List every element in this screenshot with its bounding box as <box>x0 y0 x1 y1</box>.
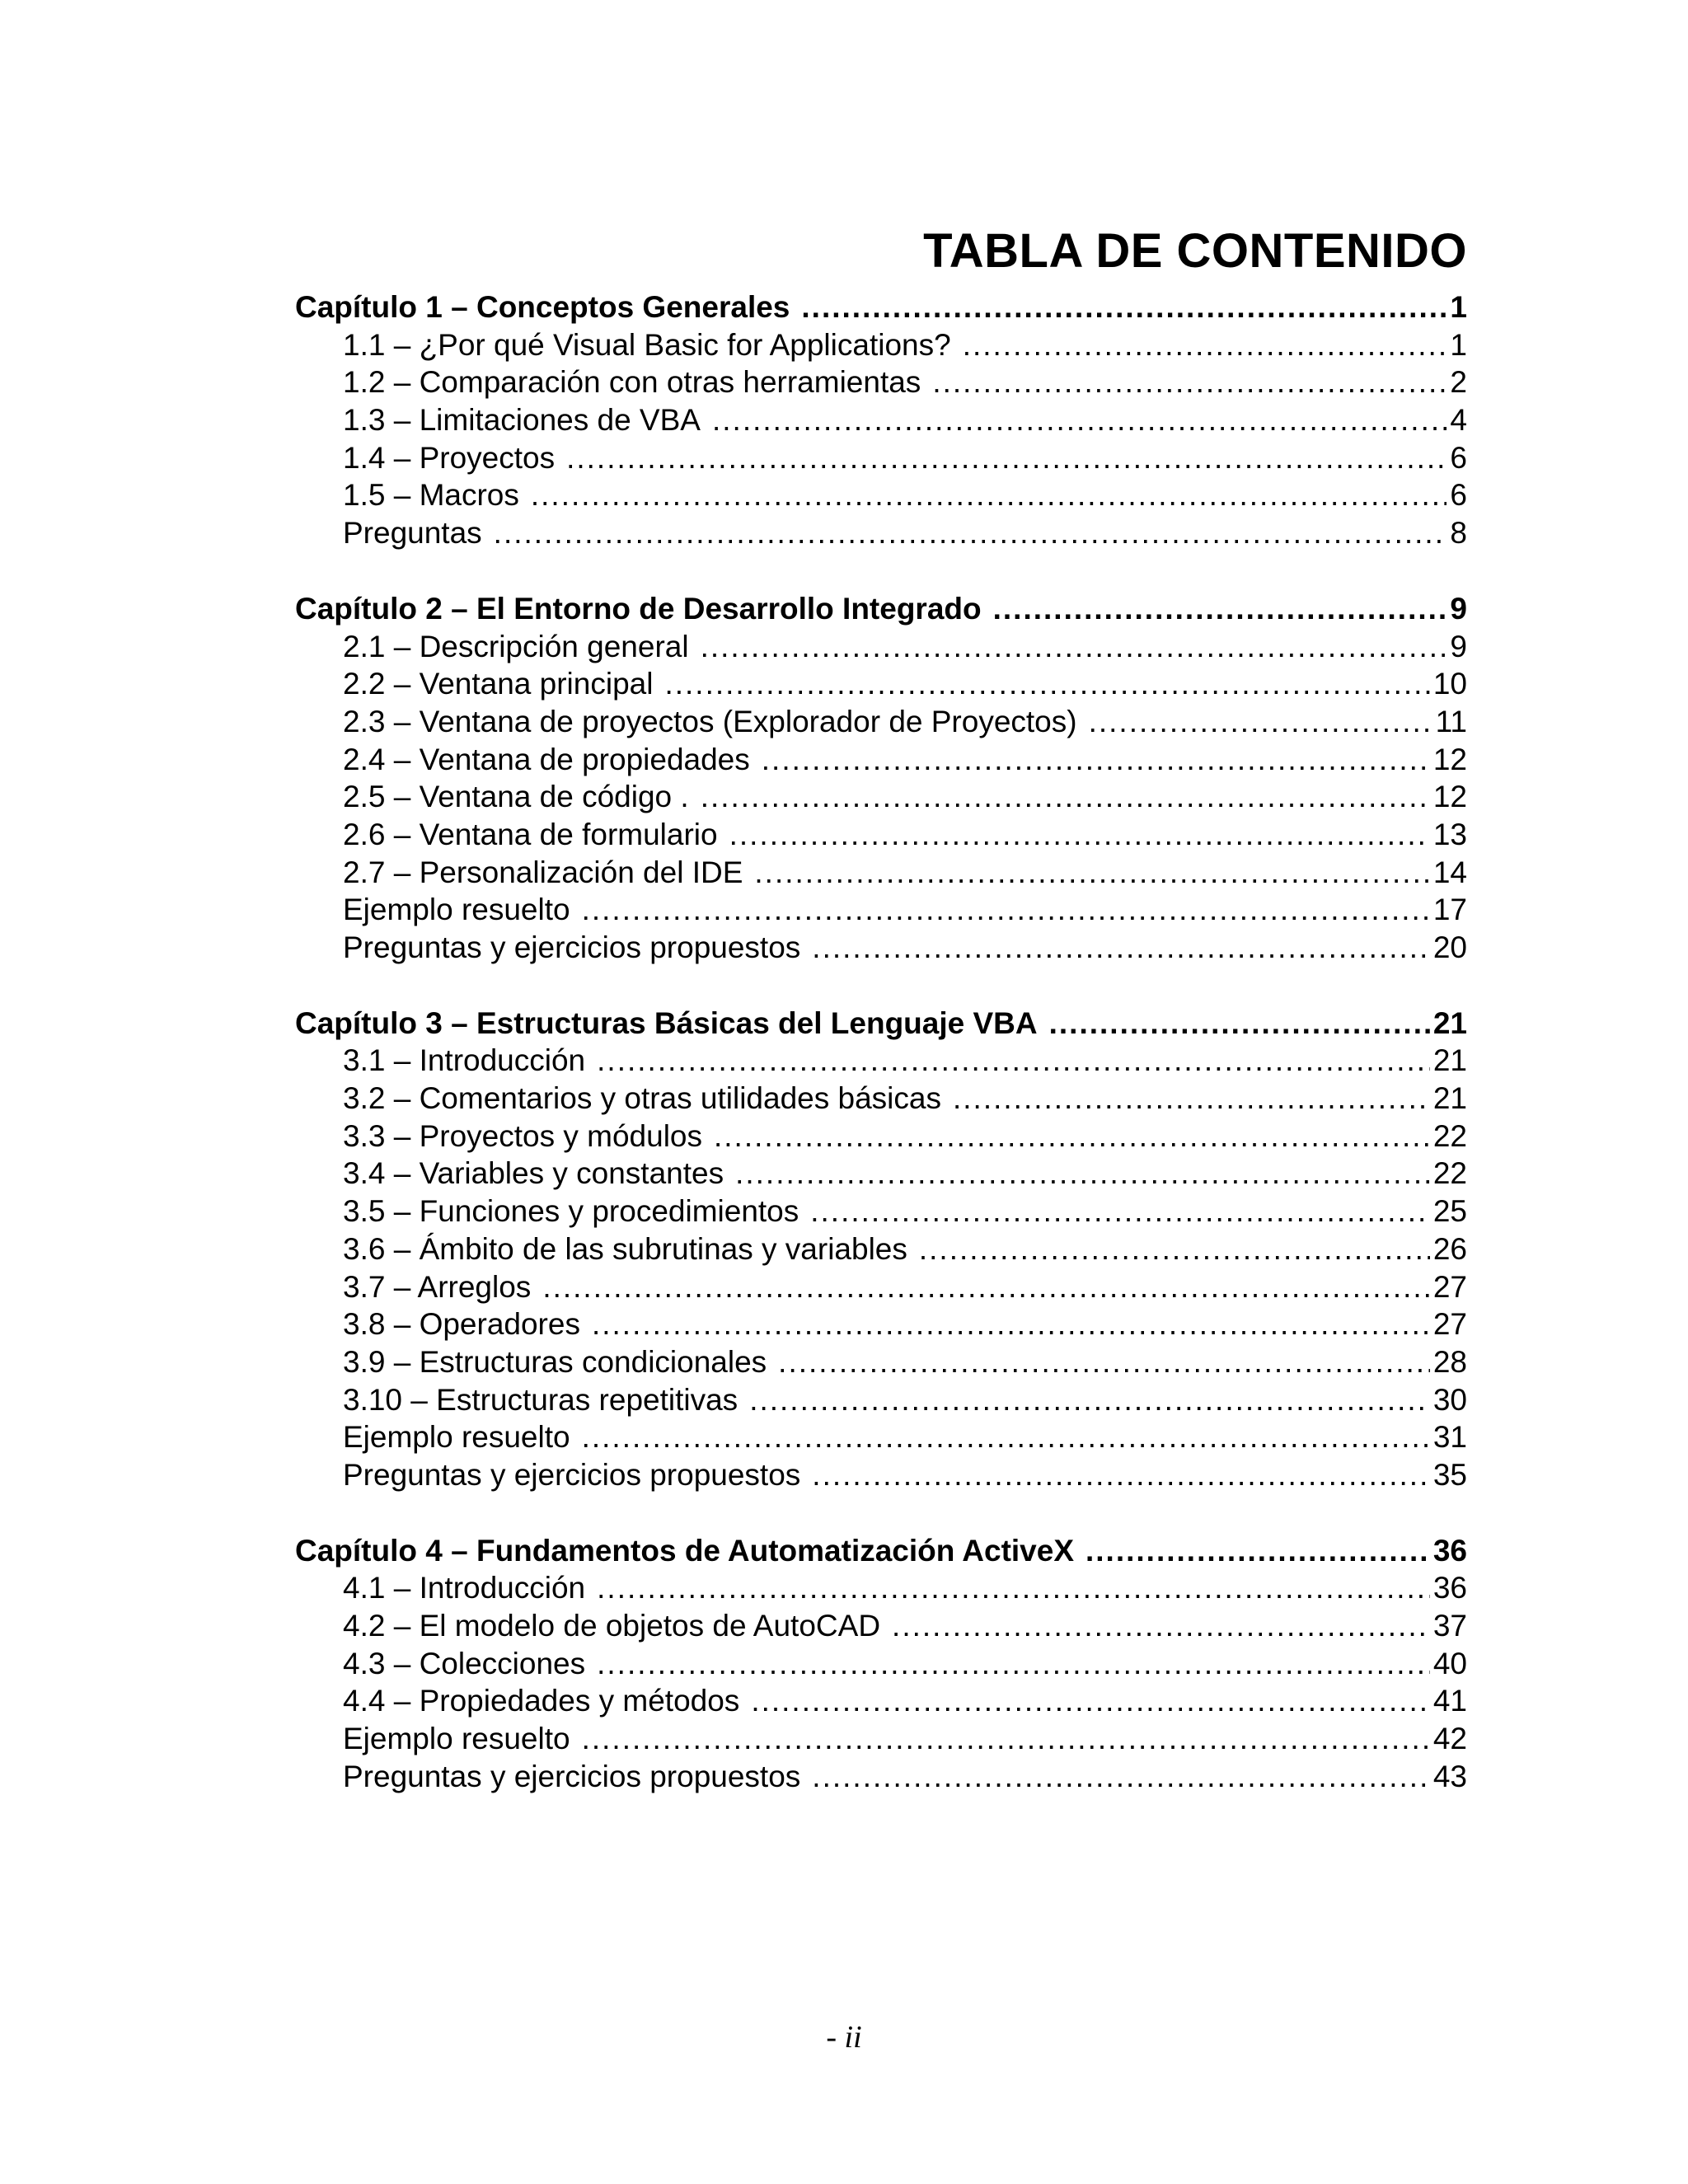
toc-entry-label: Ejemplo resuelto <box>343 1722 570 1756</box>
dot-leader <box>714 1118 1430 1155</box>
toc-section-entry[interactable] <box>295 1305 1467 1343</box>
toc-entry-page: 12 <box>1432 742 1467 776</box>
toc-section-entry[interactable] <box>295 1418 1467 1456</box>
toc-entry-label: Preguntas y ejercicios propuestos <box>343 1759 801 1793</box>
toc-entry-page: 41 <box>1432 1684 1467 1718</box>
dot-leader <box>993 590 1447 628</box>
toc-entry-label: 1.3 – Limitaciones de VBA <box>343 403 701 438</box>
chapter-3 <box>295 1005 1467 1494</box>
toc-section-entry[interactable] <box>295 929 1467 967</box>
toc-section-entry[interactable] <box>295 1080 1467 1118</box>
toc-entry-page: 21 <box>1432 1005 1467 1040</box>
toc-entry-page: 11 <box>1435 704 1467 738</box>
toc-section-entry[interactable] <box>295 741 1467 779</box>
dot-leader <box>566 439 1447 477</box>
toc-entry-page: 10 <box>1432 667 1467 701</box>
toc-entry-label: 3.7 – Arreglos <box>343 1269 532 1304</box>
toc-section-entry[interactable] <box>295 628 1467 666</box>
toc-entry-page: 36 <box>1432 1533 1467 1568</box>
toc-section-entry[interactable] <box>295 816 1467 854</box>
page-title: TABLA DE CONTENIDO <box>923 223 1467 278</box>
toc-entry-label: 1.4 – Proyectos <box>343 440 556 475</box>
dot-leader <box>754 854 1429 892</box>
toc-section-entry[interactable] <box>295 326 1467 364</box>
toc-section-entry[interactable] <box>295 1118 1467 1155</box>
toc-entry-label: 2.5 – Ventana de código . <box>343 780 689 814</box>
dot-leader <box>1049 1005 1430 1043</box>
toc-entry-label: 3.4 – Variables y constantes <box>343 1156 724 1191</box>
dot-leader <box>1089 703 1432 741</box>
toc-entry-label: 1.5 – Macros <box>343 478 519 513</box>
toc-entry-label: 2.4 – Ventana de propiedades <box>343 742 750 776</box>
toc-entry-page: 36 <box>1432 1571 1467 1605</box>
toc-entry-label: 4.2 – El modelo de objetos de AutoCAD <box>343 1609 881 1643</box>
dot-leader <box>919 1230 1430 1268</box>
toc-section-entry[interactable] <box>295 1456 1467 1494</box>
toc-entry-label: Capítulo 2 – El Entorno de Desarrollo Integrado <box>295 591 982 626</box>
toc-entry-page: 27 <box>1432 1269 1467 1304</box>
dot-leader <box>762 741 1430 779</box>
page-number: - ii <box>826 2020 862 2055</box>
toc-entry-label: 4.1 – Introducción <box>343 1571 586 1605</box>
toc-entry-page: 12 <box>1432 780 1467 814</box>
toc-entry-page: 25 <box>1432 1194 1467 1229</box>
toc-entry-label: 3.2 – Comentarios y otras utilidades básicas <box>343 1081 941 1116</box>
chapter-2 <box>295 590 1467 967</box>
toc-section-entry[interactable] <box>295 1268 1467 1306</box>
toc-entry-page: 2 <box>1450 365 1467 400</box>
dot-leader <box>592 1305 1430 1343</box>
toc-entry-label: 3.6 – Ámbito de las subrutinas y variables <box>343 1231 907 1266</box>
toc-entry-page: 13 <box>1432 817 1467 851</box>
dot-leader <box>778 1343 1430 1381</box>
dot-leader <box>531 476 1447 514</box>
dot-leader <box>597 1042 1430 1080</box>
toc-entry-label: 3.3 – Proyectos y módulos <box>343 1118 702 1153</box>
toc-entry-label: 2.3 – Ventana de proyectos (Explorador de Proyectos) <box>343 704 1077 738</box>
dot-leader <box>1085 1532 1430 1570</box>
dot-leader <box>751 1682 1430 1720</box>
dot-leader <box>582 1720 1430 1758</box>
toc-entry-page: 40 <box>1432 1646 1467 1680</box>
dot-leader <box>812 929 1430 967</box>
toc-entry-page: 28 <box>1432 1344 1467 1379</box>
toc-section-entry[interactable] <box>295 665 1467 703</box>
toc-entry-page: 9 <box>1450 629 1467 663</box>
dot-leader <box>801 288 1447 326</box>
toc-entry-page: 21 <box>1432 1081 1467 1116</box>
toc-entry-label: Capítulo 1 – Conceptos Generales <box>295 290 790 324</box>
toc-entry-page: 30 <box>1432 1382 1467 1417</box>
toc-entry-label: 2.7 – Personalización del IDE <box>343 855 743 889</box>
dot-leader <box>582 891 1430 929</box>
chapter-4 <box>295 1532 1467 1796</box>
dot-leader <box>735 1155 1430 1193</box>
toc-section-entry[interactable] <box>295 1720 1467 1758</box>
toc-chapter-heading[interactable] <box>295 288 1467 326</box>
toc-section-entry[interactable] <box>295 476 1467 514</box>
dot-leader <box>494 514 1447 552</box>
toc-entry-page: 9 <box>1450 591 1467 626</box>
toc-entry-label: 4.3 – Colecciones <box>343 1646 586 1680</box>
dot-leader <box>932 363 1447 401</box>
toc-section-entry[interactable] <box>295 1607 1467 1645</box>
toc-entry-label: Ejemplo resuelto <box>343 893 570 927</box>
table-of-contents <box>295 288 1467 1833</box>
dot-leader <box>892 1607 1430 1645</box>
toc-section-entry[interactable] <box>295 1193 1467 1230</box>
dot-leader <box>712 401 1447 439</box>
toc-entry-label: Capítulo 4 – Fundamentos de Automatización ActiveX <box>295 1533 1074 1568</box>
toc-entry-label: 3.5 – Funciones y procedimientos <box>343 1194 799 1229</box>
chapter-1 <box>295 288 1467 552</box>
toc-entry-label: 3.9 – Estructuras condicionales <box>343 1344 767 1379</box>
toc-entry-page: 22 <box>1432 1156 1467 1191</box>
toc-entry-page: 20 <box>1432 930 1467 964</box>
dot-leader <box>582 1418 1430 1456</box>
toc-section-entry[interactable] <box>295 1569 1467 1607</box>
dot-leader <box>812 1758 1430 1796</box>
toc-entry-page: 1 <box>1450 327 1467 362</box>
dot-leader <box>597 1569 1430 1607</box>
dot-leader <box>810 1193 1430 1230</box>
toc-entry-label: Ejemplo resuelto <box>343 1420 570 1455</box>
dot-leader <box>749 1381 1430 1419</box>
toc-section-entry[interactable] <box>295 778 1467 816</box>
dot-leader <box>729 816 1430 854</box>
toc-section-entry[interactable] <box>295 854 1467 892</box>
toc-entry-page: 17 <box>1432 893 1467 927</box>
toc-entry-label: 2.6 – Ventana de formulario <box>343 817 718 851</box>
toc-section-entry[interactable] <box>295 1230 1467 1268</box>
toc-section-entry[interactable] <box>295 1381 1467 1419</box>
dot-leader <box>812 1456 1430 1494</box>
toc-chapter-heading[interactable] <box>295 590 1467 628</box>
toc-section-entry[interactable] <box>295 401 1467 439</box>
toc-entry-page: 14 <box>1432 855 1467 889</box>
toc-chapter-heading[interactable] <box>295 1005 1467 1043</box>
toc-entry-page: 21 <box>1432 1043 1467 1078</box>
dot-leader <box>542 1268 1430 1306</box>
toc-entry-page: 37 <box>1432 1609 1467 1643</box>
toc-entry-page: 1 <box>1450 290 1467 324</box>
toc-entry-page: 26 <box>1432 1231 1467 1266</box>
toc-entry-label: Preguntas y ejercicios propuestos <box>343 930 801 964</box>
toc-entry-page: 43 <box>1432 1759 1467 1793</box>
toc-entry-page: 6 <box>1450 478 1467 513</box>
toc-entry-page: 27 <box>1432 1307 1467 1342</box>
toc-entry-page: 31 <box>1432 1420 1467 1455</box>
toc-entry-page: 6 <box>1450 440 1467 475</box>
dot-leader <box>597 1645 1430 1683</box>
dot-leader <box>963 326 1447 364</box>
dot-leader <box>953 1080 1430 1118</box>
toc-entry-label: Preguntas y ejercicios propuestos <box>343 1457 801 1492</box>
toc-section-entry[interactable] <box>295 1682 1467 1720</box>
toc-section-entry[interactable] <box>295 514 1467 552</box>
toc-entry-label: 4.4 – Propiedades y métodos <box>343 1684 740 1718</box>
toc-section-entry[interactable] <box>295 1042 1467 1080</box>
toc-entry-label: 1.2 – Comparación con otras herramientas <box>343 365 921 400</box>
dot-leader <box>701 628 1447 666</box>
toc-section-entry[interactable] <box>295 1155 1467 1193</box>
toc-entry-page: 8 <box>1450 516 1467 551</box>
toc-entry-label: Preguntas <box>343 516 482 551</box>
toc-section-entry[interactable] <box>295 439 1467 477</box>
toc-entry-page: 35 <box>1432 1457 1467 1492</box>
toc-entry-label: 3.1 – Introducción <box>343 1043 586 1078</box>
toc-entry-label: 1.1 – ¿Por qué Visual Basic for Applications? <box>343 327 951 362</box>
toc-section-entry[interactable] <box>295 363 1467 401</box>
toc-section-entry[interactable] <box>295 1758 1467 1796</box>
toc-entry-label: 2.1 – Descripción general <box>343 629 689 663</box>
toc-section-entry[interactable] <box>295 1645 1467 1683</box>
toc-entry-label: 3.10 – Estructuras repetitivas <box>343 1382 738 1417</box>
toc-chapter-heading[interactable] <box>295 1532 1467 1570</box>
toc-section-entry[interactable] <box>295 1343 1467 1381</box>
toc-entry-page: 22 <box>1432 1118 1467 1153</box>
toc-entry-page: 4 <box>1450 403 1467 438</box>
dot-leader <box>701 778 1430 816</box>
toc-entry-label: 3.8 – Operadores <box>343 1307 580 1342</box>
dot-leader <box>664 665 1429 703</box>
toc-entry-page: 42 <box>1432 1722 1467 1756</box>
toc-entry-label: 2.2 – Ventana principal <box>343 667 654 701</box>
toc-entry-label: Capítulo 3 – Estructuras Básicas del Lenguaje VBA <box>295 1005 1038 1040</box>
toc-section-entry[interactable] <box>295 891 1467 929</box>
toc-section-entry[interactable] <box>295 703 1467 741</box>
